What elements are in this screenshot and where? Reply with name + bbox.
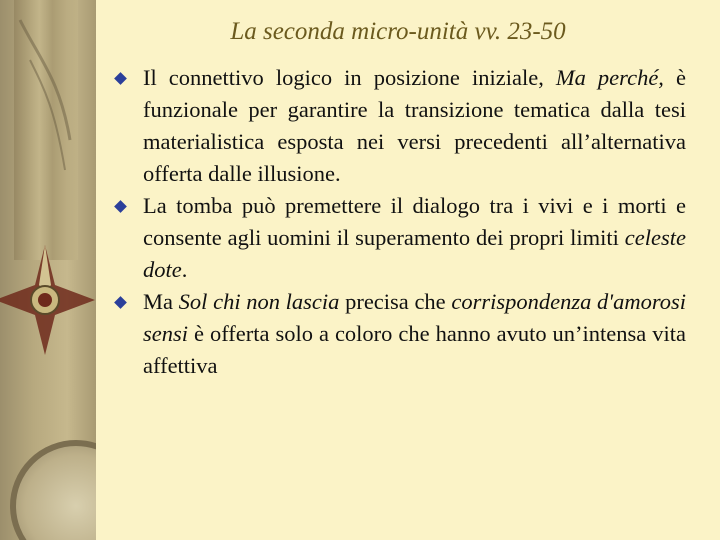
diamond-bullet-icon	[114, 72, 127, 85]
bullet-text: precisa che	[339, 289, 452, 314]
slide-title: La seconda micro-unità vv. 23-50	[230, 18, 566, 45]
bullet-text: .	[181, 257, 188, 282]
bullet-text: Sol chi non lascia	[178, 289, 340, 314]
decorative-side-strip	[0, 0, 96, 540]
bullet-text: corrispondenza d'amorosi sensi	[143, 289, 686, 346]
bullet-item	[110, 286, 686, 382]
diamond-bullet-icon	[114, 296, 127, 309]
slide-content	[98, 0, 720, 540]
bullet-text: Ma perché,	[555, 65, 664, 90]
bullet-text: celeste dote	[143, 225, 686, 282]
bullet-item	[110, 62, 686, 190]
bullet-text: La tomba può premettere il dialogo tra i vivi e i morti e consente agli uomini il superamento dei propri limiti	[143, 193, 686, 250]
bullet-list	[110, 62, 686, 382]
bullet-text: Il connettivo logico in posizione iniziale,	[143, 65, 556, 90]
bullet-text: è offerta solo a coloro che hanno avuto un’intensa vita affettiva	[143, 321, 686, 378]
bullet-item	[110, 190, 686, 286]
diamond-bullet-icon	[114, 200, 127, 213]
bullet-text: Ma	[143, 289, 179, 314]
bullet-text: è funzionale per garantire la transizione tematica dalla tesi materialistica esposta nei versi precedenti all’alternativa offerta dalle illusione.	[143, 65, 686, 186]
